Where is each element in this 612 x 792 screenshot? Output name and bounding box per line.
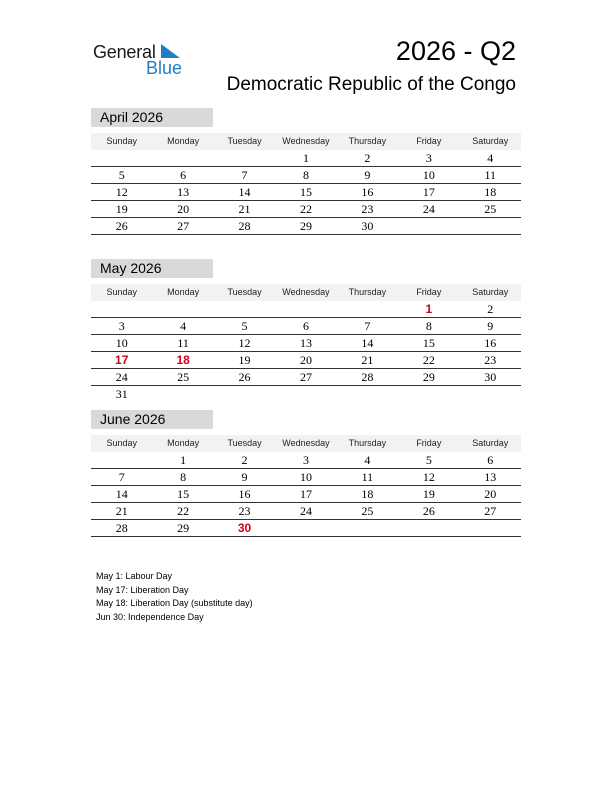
logo-blue-text: Blue [146, 58, 183, 78]
day-cell: 10 [422, 168, 435, 182]
day-cell [337, 520, 398, 536]
day-cell: 3 [118, 319, 125, 333]
day-cell: 24 [115, 370, 128, 384]
weekday-label: Monday [167, 136, 200, 146]
day-cell: 27 [177, 219, 190, 233]
day-cell: 31 [115, 387, 128, 401]
day-cell: 22 [299, 202, 312, 216]
day-cell: 26 [115, 219, 128, 233]
day-cell: 4 [180, 319, 187, 333]
weekday-label: Saturday [472, 287, 509, 297]
month-label: June 2026 [91, 410, 213, 429]
day-cell: 27 [484, 504, 497, 518]
day-cell [91, 150, 152, 166]
holiday-note: May 18: Liberation Day (substitute day) [96, 598, 253, 608]
day-cell [460, 386, 521, 402]
day-cell: 16 [361, 185, 374, 199]
day-cell: 2 [241, 453, 248, 467]
day-cell: 17 [422, 185, 435, 199]
day-cell: 13 [484, 470, 497, 484]
day-cell: 15 [299, 185, 312, 199]
day-cell: 23 [238, 504, 251, 518]
day-cell: 21 [238, 202, 251, 216]
weekday-label: Thursday [348, 136, 387, 146]
holiday-note: May 17: Liberation Day [96, 584, 189, 595]
day-cell: 4 [487, 151, 494, 165]
day-cell [275, 520, 336, 536]
month-may [91, 259, 521, 402]
day-cell: 7 [364, 319, 371, 333]
day-cell [398, 386, 459, 402]
day-cell [337, 301, 398, 317]
day-cell [398, 520, 459, 536]
day-cell [337, 386, 398, 402]
weekday-header [91, 133, 521, 150]
day-cell: 30 [484, 370, 497, 384]
weekday-label: Friday [416, 287, 442, 297]
day-cell: 23 [361, 202, 374, 216]
day-cell: 6 [487, 453, 494, 467]
weekday-label: Saturday [472, 136, 509, 146]
day-cell: 13 [299, 336, 312, 350]
day-cell [460, 218, 521, 234]
day-cell: 6 [180, 168, 187, 182]
day-cell: 8 [302, 168, 309, 182]
day-cell: 18 [361, 487, 374, 501]
month-label: April 2026 [91, 108, 213, 127]
holiday-day-cell: 30 [237, 521, 252, 535]
day-cell: 12 [115, 185, 128, 199]
day-cell: 27 [299, 370, 312, 384]
weekday-label: Tuesday [227, 287, 262, 297]
weekday-label: Monday [167, 438, 200, 448]
day-cell: 25 [177, 370, 190, 384]
day-cell: 1 [180, 453, 187, 467]
day-cell [275, 301, 336, 317]
week-row [91, 318, 521, 335]
day-cell: 19 [238, 353, 251, 367]
holiday-day-cell: 18 [176, 353, 190, 367]
week-row [91, 503, 521, 520]
day-cell: 9 [487, 319, 494, 333]
day-cell: 28 [361, 370, 374, 384]
day-cell: 24 [299, 504, 312, 518]
week-row [91, 167, 521, 184]
day-cell: 29 [177, 521, 190, 535]
day-cell: 20 [177, 202, 190, 216]
day-cell: 25 [361, 504, 374, 518]
weekday-label: Sunday [106, 136, 137, 146]
day-cell: 29 [299, 219, 312, 233]
weekday-label: Thursday [348, 438, 387, 448]
week-row [91, 301, 521, 318]
day-cell: 8 [425, 319, 432, 333]
day-cell: 12 [422, 470, 435, 484]
day-cell [398, 218, 459, 234]
day-cell: 10 [299, 470, 312, 484]
day-cell: 10 [115, 336, 128, 350]
day-cell: 28 [115, 521, 128, 535]
day-cell [152, 386, 213, 402]
day-cell: 30 [361, 219, 374, 233]
day-cell: 23 [484, 353, 497, 367]
week-row [91, 452, 521, 469]
day-cell: 28 [238, 219, 251, 233]
week-row [91, 184, 521, 201]
weekday-header [91, 284, 521, 301]
day-cell [91, 452, 152, 468]
day-cell: 6 [302, 319, 309, 333]
quarter-title: 2026 - Q2 [395, 36, 516, 66]
weekday-label: Monday [167, 287, 200, 297]
week-row [91, 469, 521, 486]
week-row [91, 369, 521, 386]
weekday-label: Friday [416, 438, 442, 448]
weekday-label: Wednesday [282, 438, 330, 448]
day-cell: 5 [118, 168, 125, 182]
weekday-header [91, 435, 521, 452]
day-cell: 14 [238, 185, 251, 199]
week-row [91, 150, 521, 167]
day-cell [152, 301, 213, 317]
day-cell: 7 [241, 168, 248, 182]
week-row [91, 218, 521, 235]
week-row [91, 352, 521, 369]
day-cell: 20 [484, 487, 497, 501]
holiday-note: Jun 30: Independence Day [96, 611, 204, 622]
holiday-day-cell: 17 [115, 353, 129, 367]
day-cell: 15 [177, 487, 190, 501]
day-cell: 13 [177, 185, 190, 199]
day-cell: 26 [422, 504, 435, 518]
weekday-label: Saturday [472, 438, 509, 448]
day-cell: 26 [238, 370, 251, 384]
day-cell [275, 386, 336, 402]
day-cell: 16 [484, 336, 497, 350]
week-row [91, 335, 521, 352]
day-cell: 5 [425, 453, 432, 467]
day-cell: 8 [180, 470, 187, 484]
week-row [91, 386, 521, 402]
day-cell: 25 [484, 202, 497, 216]
day-cell: 2 [364, 151, 371, 165]
day-cell: 15 [422, 336, 435, 350]
day-cell [460, 520, 521, 536]
weekday-label: Wednesday [282, 287, 330, 297]
holiday-notes [96, 570, 253, 624]
weekday-label: Thursday [348, 287, 387, 297]
day-cell: 19 [115, 202, 128, 216]
month-april [91, 108, 521, 235]
weekday-label: Wednesday [282, 136, 330, 146]
logo-general-text: General [93, 42, 156, 62]
day-cell: 3 [302, 453, 309, 467]
day-cell: 3 [425, 151, 432, 165]
day-cell [214, 150, 275, 166]
week-row [91, 201, 521, 218]
weekday-label: Tuesday [227, 438, 262, 448]
holiday-note: May 1: Labour Day [96, 571, 173, 581]
day-cell: 4 [364, 453, 371, 467]
day-cell [214, 301, 275, 317]
month-june [91, 410, 521, 537]
day-cell [214, 386, 275, 402]
day-cell: 9 [241, 470, 248, 484]
day-cell: 22 [422, 353, 435, 367]
day-cell: 22 [177, 504, 190, 518]
week-row [91, 486, 521, 503]
day-cell: 2 [487, 302, 494, 316]
day-cell: 9 [364, 168, 371, 182]
weekday-label: Sunday [106, 287, 137, 297]
day-cell: 11 [361, 470, 374, 484]
day-cell: 21 [361, 353, 374, 367]
day-cell: 24 [422, 202, 435, 216]
day-cell: 5 [241, 319, 248, 333]
weekday-label: Friday [416, 136, 442, 146]
day-cell: 19 [422, 487, 435, 501]
day-cell: 14 [115, 487, 128, 501]
day-cell: 1 [302, 151, 309, 165]
day-cell: 18 [484, 185, 497, 199]
day-cell: 7 [118, 470, 125, 484]
month-label: May 2026 [91, 259, 213, 278]
day-cell: 14 [361, 336, 374, 350]
week-row [91, 520, 521, 537]
day-cell: 29 [422, 370, 435, 384]
day-cell: 20 [299, 353, 312, 367]
day-cell: 17 [299, 487, 312, 501]
logo [93, 40, 193, 80]
holiday-day-cell: 1 [425, 302, 433, 316]
day-cell: 11 [177, 336, 189, 350]
country-title: Democratic Republic of the Congo [226, 74, 516, 95]
day-cell [91, 301, 152, 317]
weekday-label: Sunday [106, 438, 137, 448]
day-cell [152, 150, 213, 166]
weekday-label: Tuesday [227, 136, 262, 146]
day-cell: 21 [115, 504, 128, 518]
day-cell: 16 [238, 487, 251, 501]
day-cell: 12 [238, 336, 251, 350]
day-cell: 11 [484, 168, 497, 182]
